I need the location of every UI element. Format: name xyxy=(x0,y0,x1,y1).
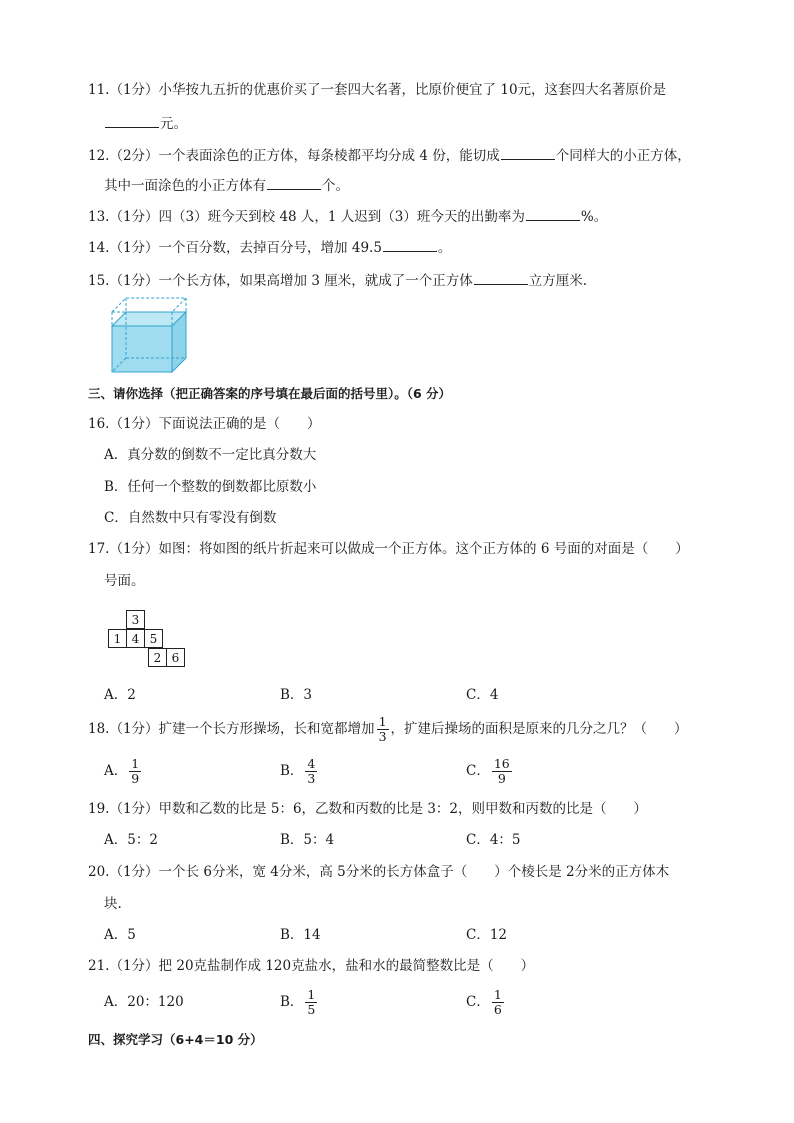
q17-option-b[interactable]: B．3 xyxy=(280,687,313,703)
q20-option-a[interactable]: A．5 xyxy=(104,927,136,943)
q15-blank[interactable] xyxy=(474,270,528,285)
q12-blank1[interactable] xyxy=(501,145,555,160)
q20-line1: 20.（1分）一个长 6分米，宽 4分米，高 5分米的长方体盒子（ ）个棱长是 2分米的正方体木 xyxy=(88,864,670,880)
q16-option-a[interactable]: A．真分数的倒数不一定比真分数大 xyxy=(104,447,317,463)
q11-unit: 元。 xyxy=(160,116,187,132)
net-face-5: 5 xyxy=(144,629,163,648)
q11-line2 xyxy=(104,113,187,134)
net-face-6: 6 xyxy=(166,648,185,667)
q15-line: 15.（1分）一个长方体，如果高增加 3 厘米，就成了一个正方体 立方厘米. xyxy=(88,270,587,291)
net-face-4: 4 xyxy=(126,629,145,648)
q17-option-c[interactable]: C．4 xyxy=(466,687,499,703)
q20-option-b[interactable]: B．14 xyxy=(280,927,321,943)
q17-line1: 17.（1分）如图：将如图的纸片折起来可以做成一个正方体。这个正方体的 6 号面的对面是（ ） xyxy=(88,541,689,557)
q13-line: 13.（1分）四（3）班今天到校 48 人，1 人迟到（3）班今天的出勤率为 %。 xyxy=(88,206,607,227)
q18-option-c[interactable]: C． $\frac{16}{9}$ xyxy=(466,756,510,786)
q21-option-a[interactable]: A．20：120 xyxy=(104,994,184,1010)
q14-blank[interactable] xyxy=(383,237,437,252)
q17-option-a[interactable]: A．2 xyxy=(104,687,136,703)
q16-stem: 16.（1分）下面说法正确的是（ ） xyxy=(88,416,321,432)
q21-option-b[interactable]: B． $\frac{1}{5}$ xyxy=(280,987,316,1017)
net-face-1: 1 xyxy=(108,629,127,648)
q11-line1: 11.（1分）小华按九五折的优惠价买了一套四大名著，比原价便宜了 10元，这套四大名著原价是 xyxy=(88,82,667,98)
q13-blank[interactable] xyxy=(526,206,580,221)
q21-option-c[interactable]: C． $\frac{1}{6}$ xyxy=(466,987,502,1017)
q18-stem: 18.（1分）扩建一个长方形操场，长和宽都增加 $\frac{1}{3}$ ，扩建后操场的面积是原来的几分之几？（ ） xyxy=(88,714,688,744)
q17-line2: 号面。 xyxy=(104,573,145,589)
cube-net xyxy=(108,610,188,668)
q16-option-c[interactable]: C．自然数中只有零没有倒数 xyxy=(104,510,277,526)
net-face-2: 2 xyxy=(148,648,167,667)
cuboid-figure xyxy=(108,296,192,376)
q18-option-a[interactable]: A． $\frac{1}{9}$ xyxy=(104,756,140,786)
q18-fraction: $\frac{1}{3}$ xyxy=(378,714,387,744)
q11-blank[interactable] xyxy=(105,113,159,128)
q12-blank2[interactable] xyxy=(267,175,321,190)
q16-option-b[interactable]: B．任何一个整数的倒数都比原数小 xyxy=(104,479,317,495)
section-3-title: 三、请你选择（把正确答案的序号填在最后面的括号里）。（6 分） xyxy=(88,386,452,401)
q18-option-b[interactable]: B． $\frac{4}{3}$ xyxy=(280,756,316,786)
q14-line: 14.（1分）一个百分数，去掉百分号，增加 49.5 。 xyxy=(88,237,451,258)
q19-option-b[interactable]: B．5：4 xyxy=(280,832,335,848)
q19-option-a[interactable]: A．5：2 xyxy=(104,832,158,848)
q12-line1: 12.（2分）一个表面涂色的正方体，每条棱都平均分成 4 份，能切成 个同样大的小正方体， xyxy=(88,145,691,166)
section-4-title: 四、探究学习（6+4＝10 分） xyxy=(88,1032,263,1047)
q12-line2: 其中一面涂色的小正方体有 个。 xyxy=(104,175,349,196)
q20-option-c[interactable]: C．12 xyxy=(466,927,508,943)
q20-line2: 块. xyxy=(104,896,122,912)
q21-stem: 21.（1分）把 20克盐制作成 120克盐水，盐和水的最简整数比是（ ） xyxy=(88,958,535,974)
net-face-3: 3 xyxy=(126,610,145,629)
q19-option-c[interactable]: C．4：5 xyxy=(466,832,521,848)
q19-stem: 19.（1分）甲数和乙数的比是 5：6，乙数和丙数的比是 3：2，则甲数和丙数的比是（ ） xyxy=(88,801,647,817)
